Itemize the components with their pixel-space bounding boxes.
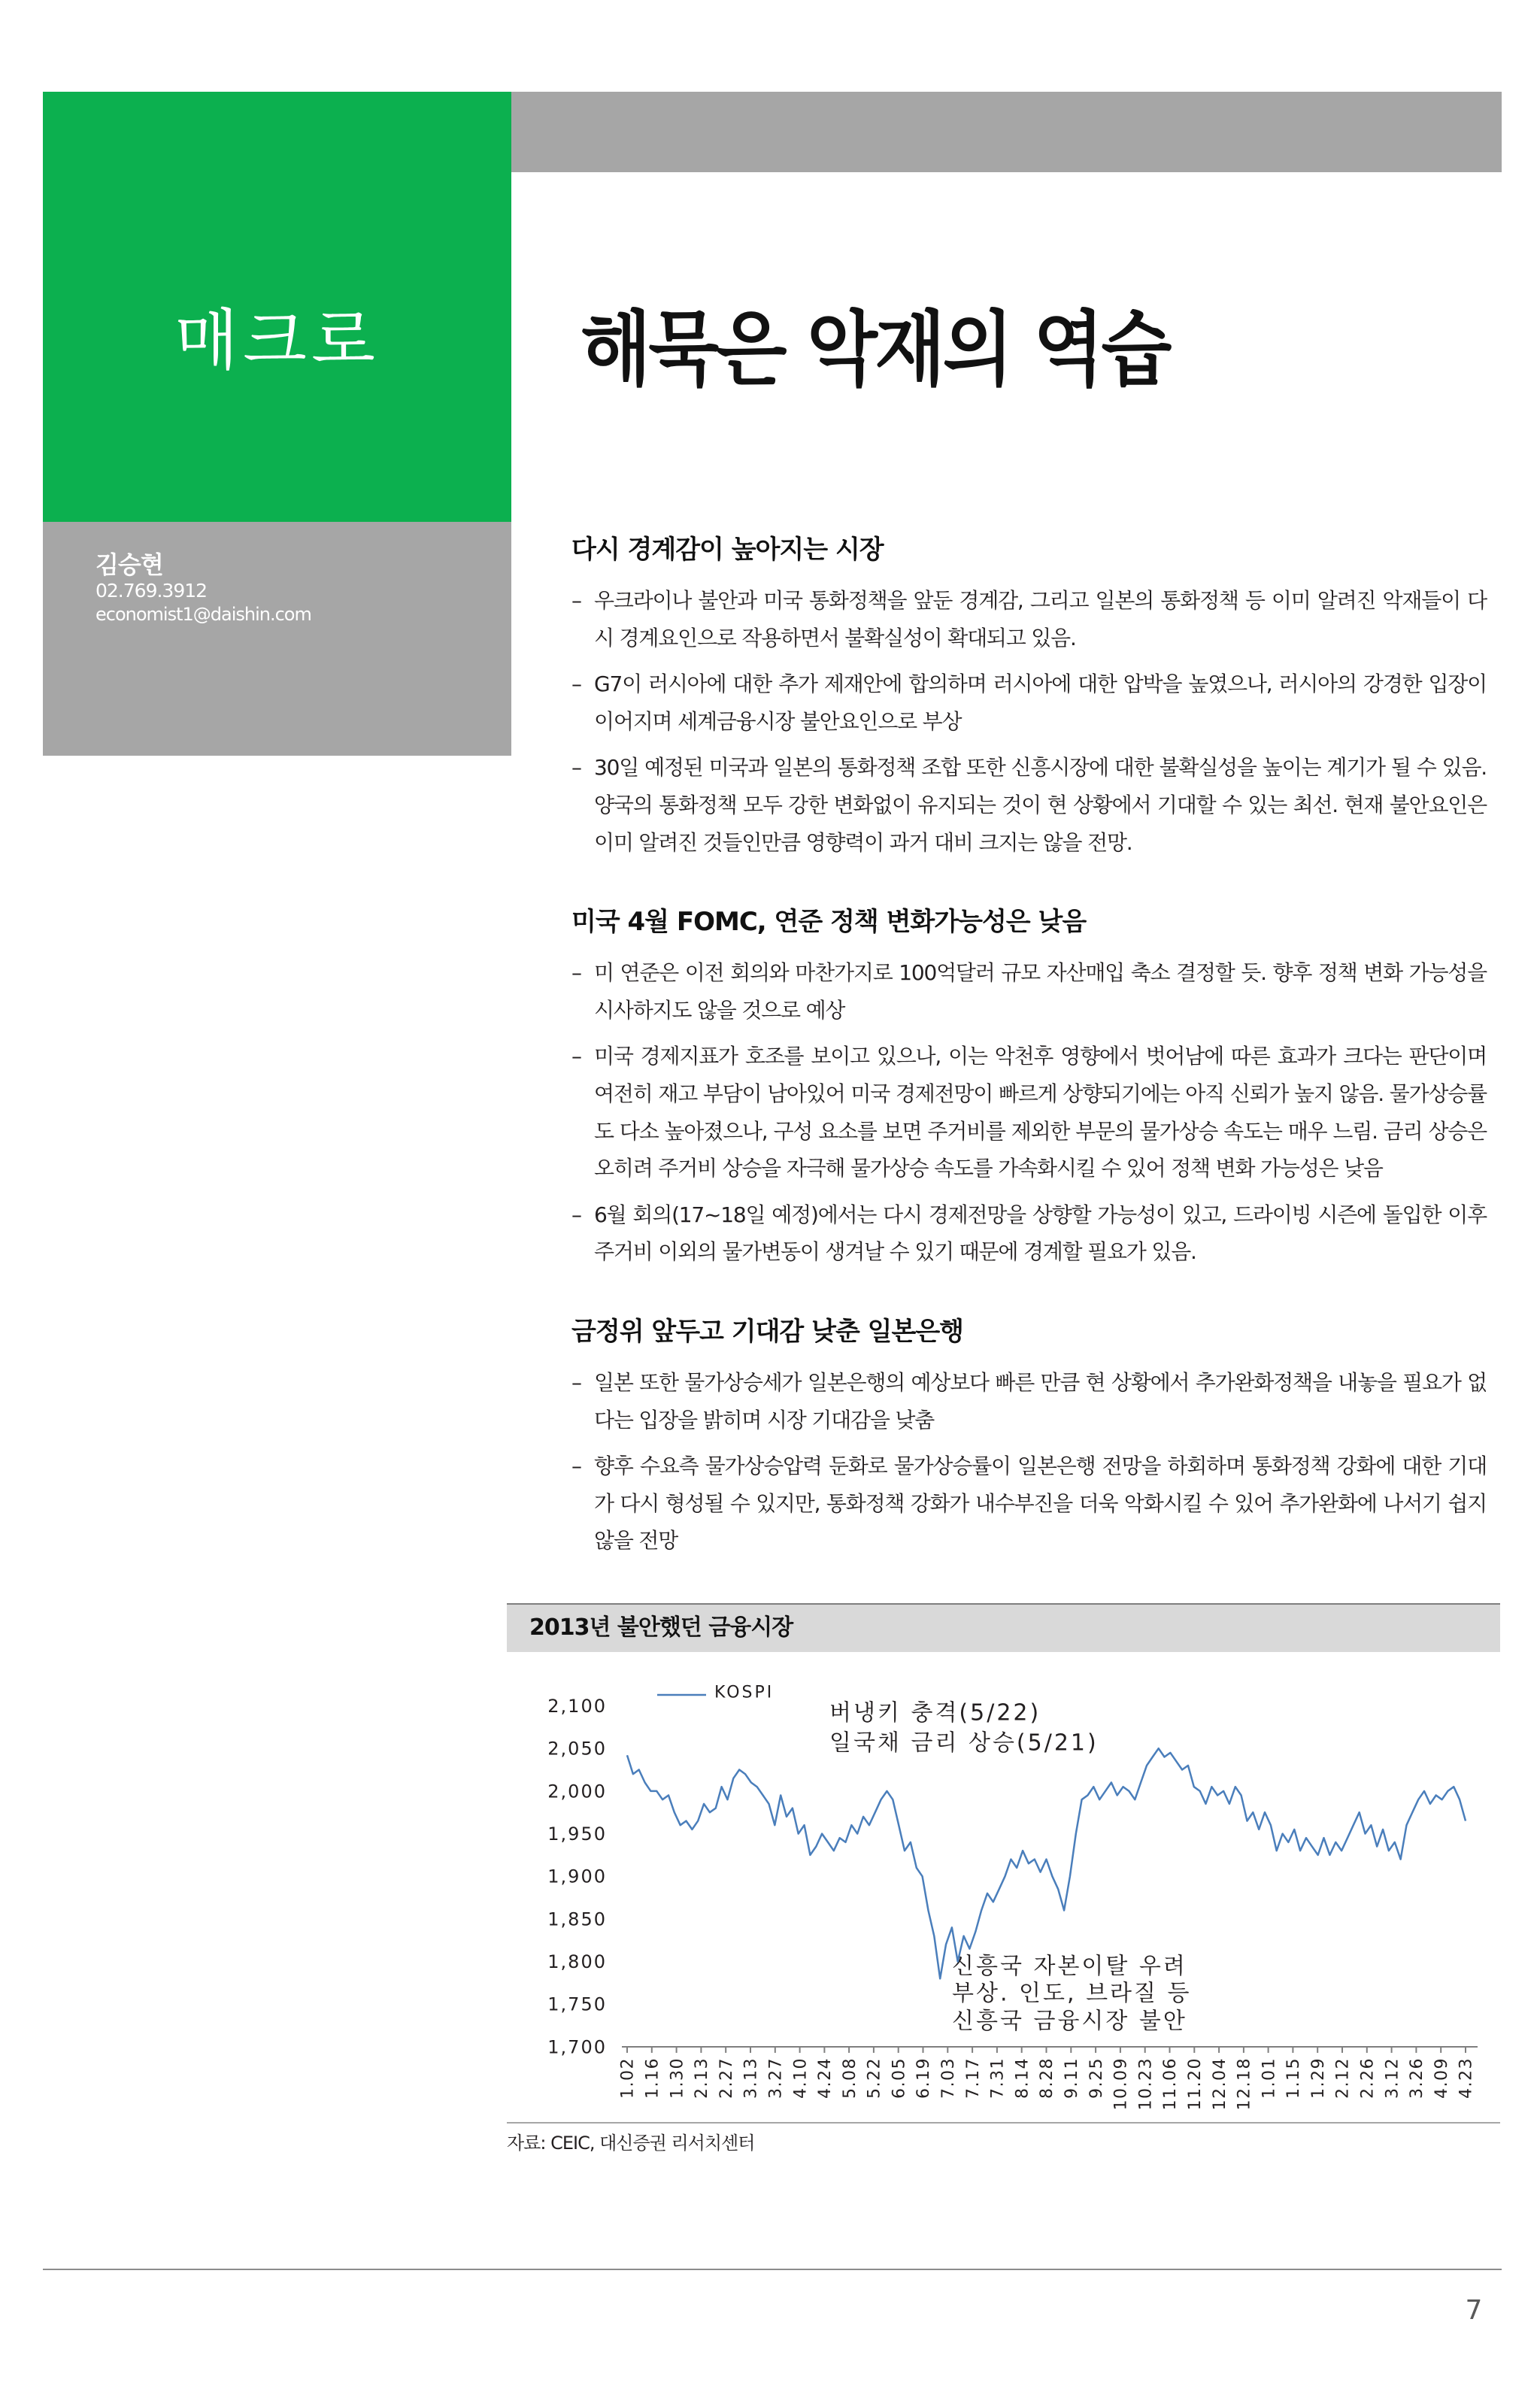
x-tick-label: 2.13 xyxy=(693,2057,712,2099)
legend-label: KOSPI xyxy=(714,1683,775,1702)
x-tick-label: 1.15 xyxy=(1284,2057,1304,2099)
x-tick-label: 1.16 xyxy=(643,2057,662,2099)
chart-title: 2013년 불안했던 금융시장 xyxy=(507,1603,1500,1652)
bullet-text: 30일 예정된 미국과 일본의 통화정책 조합 또한 신흥시장에 대한 불확실성을 높이는 계기가 될 수 있음. 양국의 통화정책 모두 강한 변화없이 유지되는 것이 현 상황에서 기대할 수 있는 최선. 현재 불안요인은 이미 알려진 것들인만큼 영향력이 과거 대비 크지는 않을 전망. xyxy=(594,755,1487,855)
x-tick-label: 3.12 xyxy=(1383,2057,1402,2099)
bullet-text: 미 연준은 이전 회의와 마찬가지로 100억달러 규모 자산매입 축소 결정할 듯. 향후 정책 변화 가능성을 시사하지도 않을 것으로 예상 xyxy=(594,960,1487,1023)
x-tick-label: 7.17 xyxy=(963,2057,983,2099)
x-tick-label: 6.19 xyxy=(914,2057,934,2099)
y-tick-label: 1,700 xyxy=(547,2036,607,2058)
x-tick-label: 11.06 xyxy=(1161,2057,1181,2111)
author-panel xyxy=(43,522,511,756)
x-tick-label: 4.23 xyxy=(1457,2057,1476,2099)
section-heading: 다시 경계감이 높아지는 시장 xyxy=(571,535,884,565)
bullet-text: 일본 또한 물가상승세가 일본은행의 예상보다 빠른 만큼 현 상황에서 추가완화정책을 내놓을 필요가 없다는 입장을 밝히며 시장 기대감을 낮춤 xyxy=(594,1369,1487,1432)
bullet-text: G7이 러시아에 대한 추가 제재안에 합의하며 러시아에 대한 압박을 높였으나, 러시아의 강경한 입장이 이어지며 세계금융시장 불안요인으로 부상 xyxy=(594,671,1487,734)
x-tick-label: 4.10 xyxy=(791,2057,811,2099)
x-tick-label: 11.20 xyxy=(1186,2057,1205,2111)
x-tick-label: 6.05 xyxy=(890,2057,909,2099)
section-heading: 금정위 앞두고 기대감 낮춘 일본은행 xyxy=(571,1316,964,1347)
page-number: 7 xyxy=(1465,2295,1483,2326)
x-tick-label: 8.14 xyxy=(1013,2057,1032,2099)
x-tick-label: 4.09 xyxy=(1432,2057,1451,2099)
bullet-dash: – xyxy=(571,1202,581,1227)
bullet-text: 우크라이나 불안과 미국 통화정책을 앞둔 경계감, 그리고 일본의 통화정책 등 이미 알려진 악재들이 다시 경계요인으로 작용하면서 불확실성이 확대되고 있음. xyxy=(594,588,1487,650)
x-tick-label: 12.18 xyxy=(1235,2057,1254,2111)
annotation-text: 버냉키 충격(5/22) xyxy=(829,1699,1041,1726)
y-tick-label: 1,900 xyxy=(547,1866,607,1887)
annotation-text: 부상. 인도, 브라질 등 xyxy=(952,1980,1192,2007)
x-tick-label: 1.01 xyxy=(1260,2057,1279,2099)
annotation-text: 신흥국 금융시장 불안 xyxy=(952,2008,1187,2035)
main-content xyxy=(507,526,1487,2158)
y-tick-label: 2,000 xyxy=(547,1781,607,1802)
y-tick-label: 1,950 xyxy=(547,1823,607,1845)
x-tick-label: 12.04 xyxy=(1210,2057,1229,2111)
bullet-item xyxy=(571,954,1487,1029)
bullet-text: 미국 경제지표가 호조를 보이고 있으나, 이는 악천후 영향에서 벗어남에 따른 효과가 크다는 판단이며 여전히 재고 부담이 남아있어 미국 경제전망이 빠르게 상향되기에는 아직 신뢰가 높지 않음. 물가상승률도 다소 높아졌으나, 구성 요소를 보면 주거비를 제외한 부문의 물가상승 속도는 매우 느림. 금리 상승은 오히려 주거비 상승을 자극해 물가상승 속도를 가속화시킬 수 있어 정책 변화 가능성은 낮음 xyxy=(594,1044,1487,1181)
x-tick-label: 5.22 xyxy=(865,2057,884,2099)
section-1 xyxy=(571,526,1487,861)
y-tick-label: 1,750 xyxy=(547,1993,607,2015)
header-bar xyxy=(511,92,1502,172)
chart-body xyxy=(507,1652,1500,2124)
chart-source: 자료: CEIC, 대신증권 리서치센터 xyxy=(507,2132,755,2154)
bullet-item xyxy=(571,665,1487,740)
kospi-chart xyxy=(507,1652,1500,2122)
bullet-item xyxy=(571,1448,1487,1560)
chart-figure xyxy=(507,1603,1500,2158)
author-name: 김승현 xyxy=(95,550,163,579)
bullet-dash: – xyxy=(571,755,581,781)
x-tick-label: 4.24 xyxy=(816,2057,835,2099)
bullet-dash: – xyxy=(571,960,581,986)
x-tick-label: 3.13 xyxy=(741,2057,761,2099)
bullet-item xyxy=(571,1196,1487,1271)
bullet-dash: – xyxy=(571,671,581,697)
section-2 xyxy=(571,899,1487,1271)
section-3 xyxy=(571,1308,1487,1560)
x-tick-label: 9.25 xyxy=(1087,2057,1106,2099)
x-tick-label: 10.23 xyxy=(1136,2057,1156,2111)
x-tick-label: 7.31 xyxy=(988,2057,1008,2099)
bullet-item xyxy=(571,749,1487,861)
x-tick-label: 7.03 xyxy=(939,2057,958,2099)
author-phone: 02.769.3912 xyxy=(95,580,208,602)
x-tick-label: 3.27 xyxy=(766,2057,786,2099)
author-email: economist1@daishin.com xyxy=(95,604,311,625)
x-tick-label: 10.09 xyxy=(1111,2057,1131,2111)
footer-divider xyxy=(43,2269,1502,2270)
x-tick-label: 9.11 xyxy=(1063,2057,1081,2099)
section-heading: 미국 4월 FOMC, 연준 정책 변화가능성은 낮음 xyxy=(571,907,1087,938)
bullet-item xyxy=(571,1364,1487,1438)
section-label: 매크로 xyxy=(174,302,380,379)
y-tick-label: 2,050 xyxy=(547,1738,607,1760)
x-tick-label: 1.29 xyxy=(1308,2057,1328,2099)
y-tick-label: 2,100 xyxy=(547,1695,607,1717)
bullet-dash: – xyxy=(571,1044,581,1069)
y-tick-label: 1,800 xyxy=(547,1951,607,1972)
bullet-dash: – xyxy=(571,588,581,613)
x-tick-label: 5.08 xyxy=(840,2057,859,2099)
x-tick-label: 2.27 xyxy=(717,2057,736,2099)
x-tick-label: 2.12 xyxy=(1333,2057,1353,2099)
x-tick-label: 8.28 xyxy=(1038,2057,1057,2099)
bullet-item xyxy=(571,1038,1487,1187)
y-tick-label: 1,850 xyxy=(547,1908,607,1930)
x-tick-label: 1.02 xyxy=(618,2057,638,2099)
bullet-text: 6월 회의(17~18일 예정)에서는 다시 경제전망을 상향할 가능성이 있고, 드라이빙 시즌에 돌입한 이후 주거비 이외의 물가변동이 생겨날 수 있기 때문에 경계할 필요가 있음. xyxy=(594,1202,1487,1265)
x-tick-label: 3.26 xyxy=(1408,2057,1427,2099)
annotation-text: 일국채 금리 상승(5/21) xyxy=(829,1729,1099,1757)
kospi-line xyxy=(627,1748,1466,1978)
annotation-text: 신흥국 자본이탈 우려 xyxy=(952,1953,1187,1980)
x-tick-label: 2.26 xyxy=(1358,2057,1378,2099)
section-label-box xyxy=(43,92,511,522)
x-tick-label: 1.30 xyxy=(668,2057,687,2099)
page-title: 해묵은 악재의 역습 xyxy=(581,303,1169,397)
bullet-dash: – xyxy=(571,1454,581,1479)
bullet-item xyxy=(571,582,1487,656)
bullet-dash: – xyxy=(571,1369,581,1395)
bullet-text: 향후 수요측 물가상승압력 둔화로 물가상승률이 일본은행 전망을 하회하며 통화정책 강화에 대한 기대가 다시 형성될 수 있지만, 통화정책 강화가 내수부진을 더욱 악화시킬 수 있어 추가완화에 나서기 쉽지 않을 전망 xyxy=(594,1454,1487,1554)
